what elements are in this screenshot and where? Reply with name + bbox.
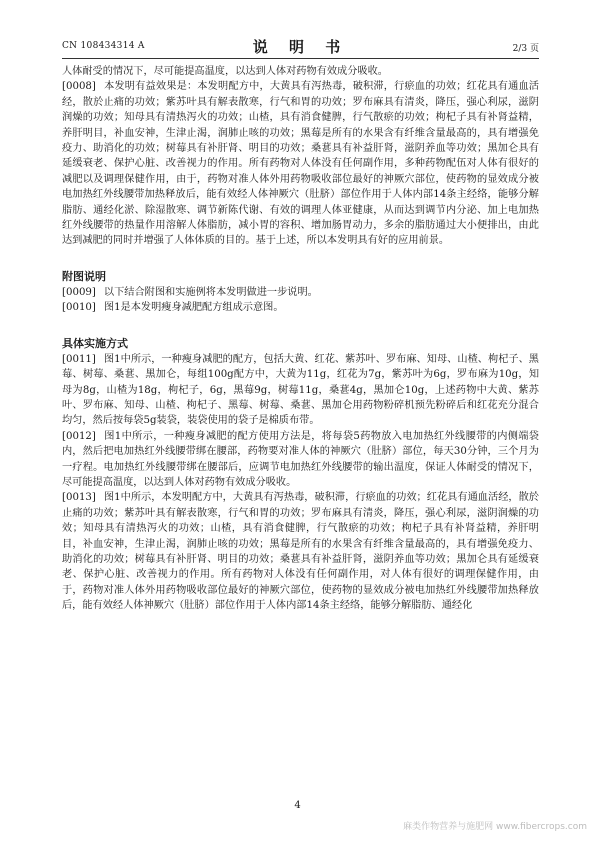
paragraph-number: [0011] [62,353,96,365]
paragraph-continued [62,64,539,79]
paragraph-text: 以下结合附图和实施例将本发明做进一步说明。 [103,286,318,298]
section-heading-figures: 附图说明 [62,269,106,283]
paragraph-number: [0010] [62,302,96,314]
paragraph-0013 [62,490,539,613]
watermark: 麻类作物营养与施肥网 www.fibercrops.com [403,822,587,832]
paragraph-number: [0009] [62,286,96,298]
paragraph-text: 人体耐受的情况下，尽可能提高温度，以达到人体对药物有效成分吸收。 [62,66,388,77]
paragraph-0011 [62,352,539,429]
paragraph-text: 本发明有益效果是：本发明配方中，大黄具有泻热毒，破积滞，行瘀血的功效；红花具有通血活经，散於止痛的功效；紫苏叶具有解表散寒，行气和胃的功效；罗布麻具有清炎，降压，强心利尿，滋阴润燥的功效；知母具有清热泻火的功效；山楂，具有消食健脾，行气散瘀的功效；枸杞子具有补肾益精，养肝明目，补血安神，生津止渴，润肺止咳的功效；黑莓是所有的水果含有纤维含量最高的，具有增强免疫力、助消化的功效；树莓具有补肝肾、明目的功效；桑葚具有补益肝肾，滋阴养血等功效；黑加仑具有延缓衰老、保护心脏、改善视力的作用。所有药物对人体没有任何副作用，多种药物配伍对人体有很好的减肥以及调理保健作用，由于，药物对准人体外用药物吸收部位最好的神厥穴部位，使药物的显效成分被电加热红外线腰带加热释放后，能有效经人体神厥穴（肚脐）部位作用于人体内部14条主经络，能够分解脂肪、通经化淤、除湿散寒、调节新陈代谢、有效的调理人体亚健康，从而达到调节内分泌、加上电加热红外线腰带的热量作用溶解人体脂肪，减小胃的容积、增加肠胃动力，多余的脂肪通过大小便排出，由此达到减肥的同时并增强了人体体质的目的。基于上述，所以本发明具有好的应用前景。 [62,81,539,247]
paragraph-number: [0012] [62,430,96,442]
paragraph-0008 [62,79,539,248]
paragraph-text: 图1中所示，一种瘦身减肥的配方使用方法是，将每袋5药物放入电加热红外线腰带的内侧端袋内，然后把电加热红外线腰带绑在腰部，药物要对准人体的神厥穴（肚脐）部位，每天30分钟，三个月为一疗程。电加热红外线腰带绑在腰部后，应调节电加热红外线腰带的输出温度，保证人体耐受的情况下，尽可能提高温度，以达到人体对药物有效成分吸收。 [62,430,539,488]
paragraph-text: 图1中所示，一种瘦身减肥的配方，包括大黄、红花、紫苏叶、罗布麻、知母、山楂、枸杞子、黑莓、树莓、桑葚、黑加仑，每组100g配方中，大黄为11g，红花为7g，紫苏叶为6g，罗布麻为10g，知母为8g，山楂为18g，枸杞子，6g，黑莓9g，树莓11g，桑葚4g，黑加仑10g，上述药物中大黄、紫苏叶、罗布麻、知母、山楂、枸杞子、黑莓、树莓、桑葚、黑加仑用药物粉碎机预先粉碎后和红花充分混合均匀，然后按每袋5g装袋，装袋使用的袋子是棉质布带。 [62,353,539,427]
paragraph-text: 图1中所示，本发明配方中，大黄具有泻热毒，破积滞，行瘀血的功效；红花具有通血活经，散於止痛的功效；紫苏叶具有解表散寒，行气和胃的功效；罗布麻具有清炎，降压，强心利尿，滋阴润燥的功效；知母具有清热泻火的功效；山楂，具有消食健脾，行气散瘀的功效；枸杞子具有补肾益精，养肝明目，补血安神，生津止渴，润肺止咳的功效；黑莓是所有的水果含有纤维含量最高的，具有增强免疫力、助消化的功效；树莓具有补肝肾、明目的功效；桑葚具有补益肝肾，滋阴养血等功效；黑加仑具有延缓衰老、保护心脏、改善视力的作用。所有药物对人体没有任何副作用，对人体有很好的调理保健作用，由于，药物对准人体外用药物吸收部位最好的神厥穴部位，使药物的显效成分被电加热红外线腰带加热释放后，能有效经人体神厥穴（肚脐）部位作用于人体内部14条主经络，能够分解脂肪、通经化 [62,492,539,612]
page-number: 4 [294,800,301,811]
paragraph-0010 [62,300,539,315]
paragraph-0009 [62,285,539,300]
paragraph-number: [0008] [62,81,96,93]
paragraph-0012 [62,429,539,491]
document-number: CN 108434314 A [62,41,145,51]
section-heading-embodiments: 具体实施方式 [62,336,128,350]
document-title: 说 明 书 [252,38,349,56]
page-header [62,36,539,59]
page-indicator: 2/3 页 [512,44,539,54]
paragraph-text: 图1是本发明瘦身减肥配方组成示意图。 [103,302,284,314]
paragraph-number: [0013] [62,492,96,504]
document-body [62,64,539,614]
